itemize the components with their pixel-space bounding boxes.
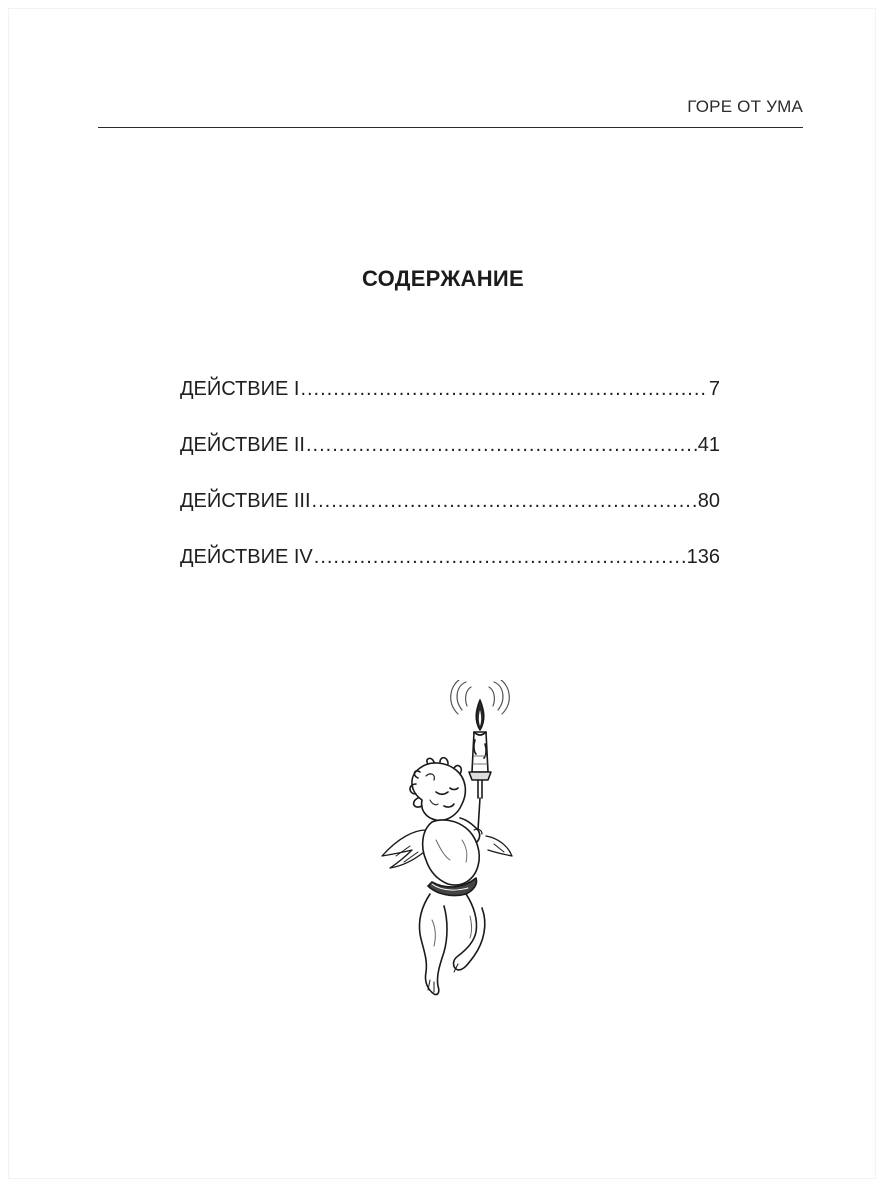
toc-entry-act-1[interactable] [180,378,720,434]
toc-entry-act-2[interactable] [180,434,720,490]
toc-entry-page: 41 [697,434,720,456]
toc-entry-page: 136 [686,546,720,568]
running-title: ГОРЕ ОТ УМА [687,97,803,116]
candle-icon [469,732,491,798]
cherub-body-icon [419,820,484,995]
toc-entry-page: 80 [697,490,720,512]
toc-entry-page: 7 [708,378,720,400]
toc-entry-label: ДЕЙСТВИЕ I [180,378,300,400]
toc-entry-label: ДЕЙСТВИЕ III [180,490,311,512]
toc-leader-dots [306,434,697,457]
toc-leader-dots [314,546,686,569]
cherub-with-candle-illustration [374,680,524,1005]
toc-list [180,378,720,602]
toc-leader-dots [312,490,697,513]
toc-entry-label: ДЕЙСТВИЕ II [180,434,305,456]
toc-title: СОДЕРЖАНИЕ [361,266,525,291]
running-header [98,97,803,128]
toc-leader-dots [300,378,707,401]
toc-entry-act-4[interactable] [180,546,720,602]
toc-entry-label: ДЕЙСТВИЕ IV [180,546,313,568]
cherub-head-icon [410,758,465,821]
toc-entry-act-3[interactable] [180,490,720,546]
